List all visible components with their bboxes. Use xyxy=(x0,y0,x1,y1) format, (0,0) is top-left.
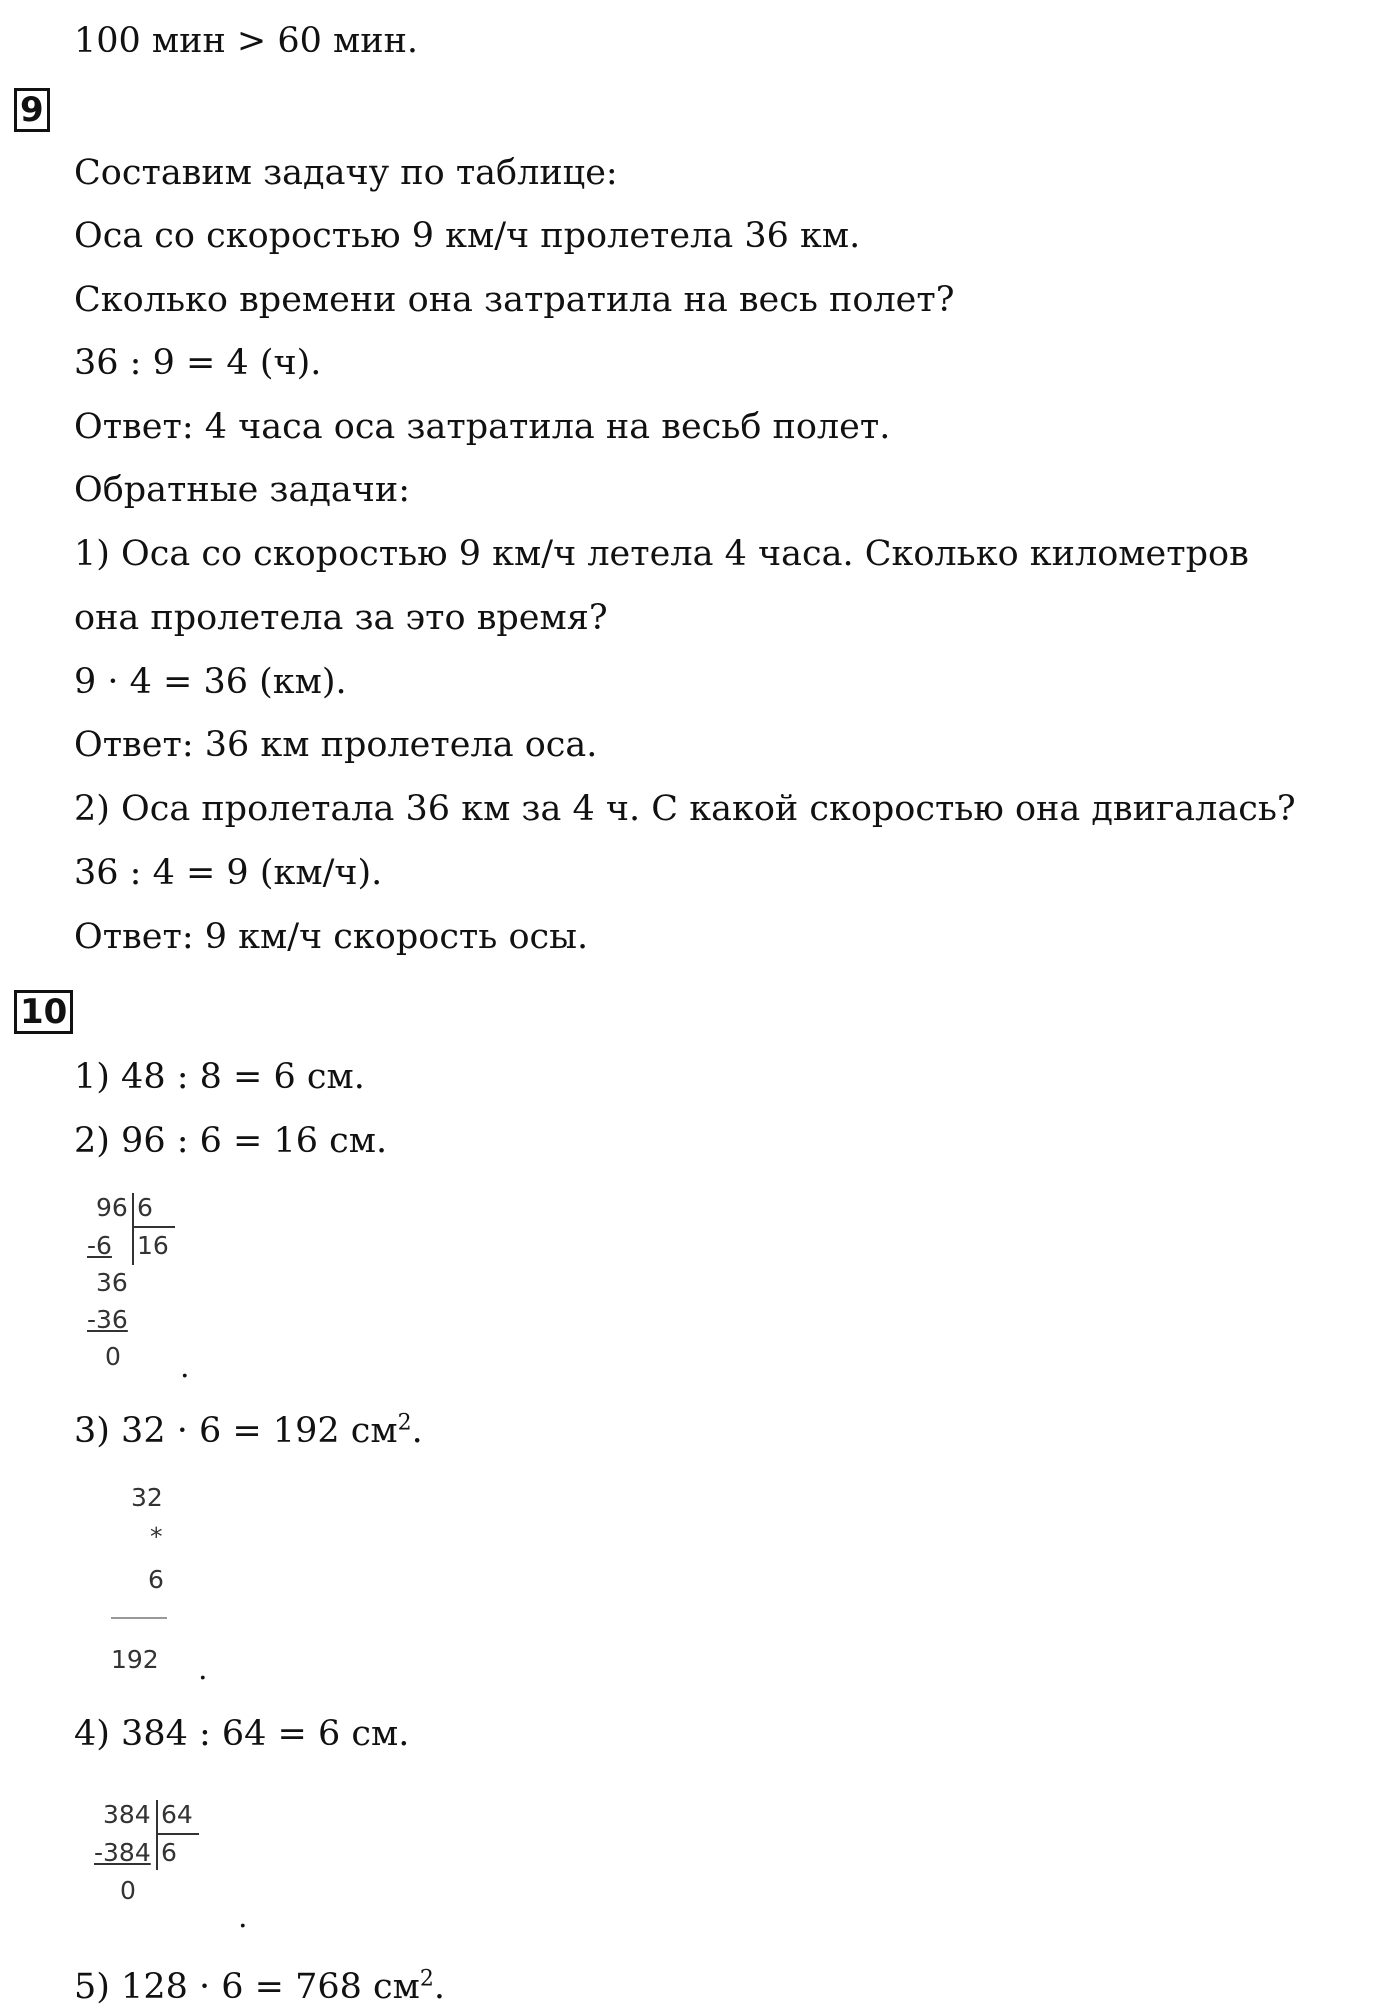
div1-subtract-1: -6 xyxy=(87,1231,112,1260)
div2-vertical-bar xyxy=(156,1800,158,1870)
comparison-line: 100 мин > 60 мин. xyxy=(74,21,419,61)
step3-text: 3) 32 · 6 = 192 см xyxy=(74,1411,398,1451)
div1-vertical-bar xyxy=(132,1193,134,1265)
task10-step-3 xyxy=(74,1410,423,1452)
task9-line-4: 36 : 9 = 4 (ч). xyxy=(74,343,322,383)
step5-text: 5) 128 · 6 = 768 см xyxy=(74,1967,420,2007)
step5-superscript: 2 xyxy=(419,1966,434,1992)
div2-dividend: 384 xyxy=(103,1800,151,1829)
task10-step-4: 4) 384 : 64 = 6 см. xyxy=(74,1714,410,1754)
task9-line-13: Ответ: 9 км/ч скорость осы. xyxy=(74,917,589,957)
div1-result: 0 xyxy=(105,1342,121,1371)
div2-result: 0 xyxy=(120,1876,136,1905)
div2-quotient: 6 xyxy=(161,1838,177,1867)
task10-step-1: 1) 48 : 8 = 6 см. xyxy=(74,1057,365,1097)
div1-remainder-1: 36 xyxy=(96,1268,128,1297)
div2-subtract-1: -384 xyxy=(94,1838,151,1867)
task9-line-9: 9 · 4 = 36 (км). xyxy=(74,662,347,702)
task9-line-2: Оса со скоростью 9 км/ч пролетела 36 км. xyxy=(74,216,861,256)
task9-line-6: Обратные задачи: xyxy=(74,470,411,510)
task9-line-12: 36 : 4 = 9 (км/ч). xyxy=(74,853,383,893)
task10-step-2: 2) 96 : 6 = 16 см. xyxy=(74,1121,388,1161)
mult-result: 192 xyxy=(111,1645,159,1674)
task9-line-5: Ответ: 4 часа оса затратила на весьб полет. xyxy=(74,407,891,447)
step5-end: . xyxy=(433,1967,445,2007)
task9-line-3: Сколько времени она затратила на весь полет? xyxy=(74,280,955,320)
mult-dot: . xyxy=(198,1652,208,1687)
task-number-9: 9 xyxy=(14,88,50,132)
task9-line-8: она пролетела за это время? xyxy=(74,598,608,638)
div2-divisor-line xyxy=(157,1833,199,1835)
mult-operator: * xyxy=(150,1522,163,1551)
div1-subtract-2: -36 xyxy=(87,1305,128,1334)
div2-dot: . xyxy=(238,1900,248,1935)
task9-line-10: Ответ: 36 км пролетела оса. xyxy=(74,725,598,765)
mult-factor-2: 6 xyxy=(148,1565,164,1594)
task9-line-11: 2) Оса пролетала 36 км за 4 ч. С какой скоростью она двигалась? xyxy=(74,789,1296,829)
step3-superscript: 2 xyxy=(397,1410,412,1436)
task10-step-5 xyxy=(74,1966,445,2008)
task9-line-7: 1) Оса со скоростью 9 км/ч летела 4 часа. Сколько километров xyxy=(74,534,1249,574)
div2-divisor: 64 xyxy=(161,1800,193,1829)
step3-end: . xyxy=(411,1411,423,1451)
mult-factor-1: 32 xyxy=(131,1483,163,1512)
div1-dot: . xyxy=(180,1350,190,1385)
mult-line xyxy=(111,1617,167,1619)
div1-divisor-line xyxy=(133,1226,175,1228)
div1-dividend: 96 xyxy=(96,1193,128,1222)
div1-divisor: 6 xyxy=(137,1193,153,1222)
div1-quotient: 16 xyxy=(137,1231,169,1260)
task-number-10: 10 xyxy=(14,990,73,1034)
task9-line-1: Составим задачу по таблице: xyxy=(74,153,618,193)
